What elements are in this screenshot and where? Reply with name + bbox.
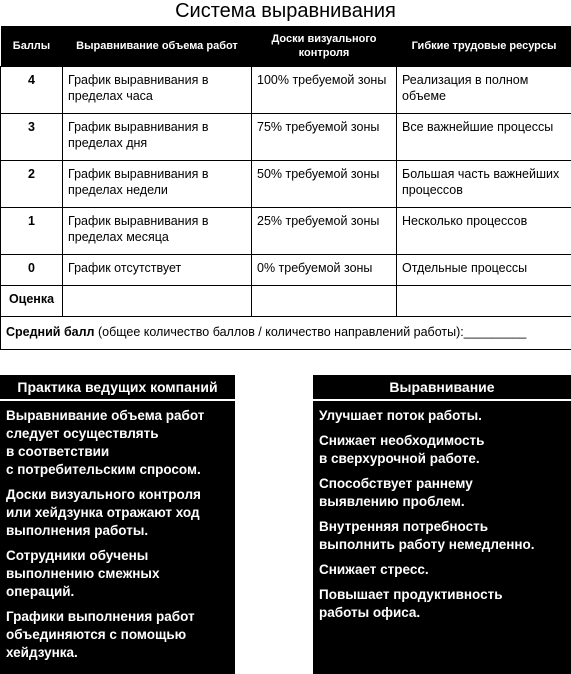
- boards-cell: 75% требуемой зоны: [252, 114, 397, 161]
- benefit-item: Снижает стресс.: [319, 562, 429, 577]
- practice-item: Графики выполнения работ объединяются с помощью хейдзунка.: [6, 609, 195, 660]
- best-practices-title: Практика ведущих компаний: [0, 375, 235, 401]
- practice-item: Выравнивание объема работ следует осуществлять в соответствии с потребительским спросом.: [6, 408, 205, 477]
- boards-cell: 100% требуемой зоны: [252, 67, 397, 114]
- table-header-row: [1, 26, 571, 67]
- rating-row: [1, 286, 571, 317]
- practice-item: Доски визуального контроля или хейдзунка отражают ход выполнения работы.: [6, 487, 201, 538]
- table-row: [1, 255, 571, 286]
- workload-cell: График выравнивания в пределах недели: [63, 161, 252, 208]
- practice-item: Сотрудники обучены выполнению смежных операций.: [6, 548, 160, 599]
- labor-cell: Все важнейшие процессы: [397, 114, 571, 161]
- table-row: [1, 114, 571, 161]
- header-boards: Доски визуального контроля: [252, 26, 397, 67]
- average-label: Средний балл: [6, 325, 95, 339]
- leveling-table: [0, 26, 571, 350]
- header-workload: Выравнивание объема работ: [63, 26, 252, 67]
- rating-label: Оценка: [1, 286, 63, 317]
- labor-cell: Несколько процессов: [397, 208, 571, 255]
- score-cell: 4: [1, 67, 63, 114]
- benefit-item: Повышает продуктивность работы офиса.: [319, 587, 503, 620]
- boards-cell: 25% требуемой зоны: [252, 208, 397, 255]
- page-title: Система выравнивания: [175, 0, 396, 22]
- rating-labor-cell[interactable]: [397, 286, 571, 317]
- table-row: [1, 208, 571, 255]
- score-cell: 0: [1, 255, 63, 286]
- boards-cell: 0% требуемой зоны: [252, 255, 397, 286]
- rating-workload-cell[interactable]: [63, 286, 252, 317]
- labor-cell: Большая часть важнейших процессов: [397, 161, 571, 208]
- average-row: [1, 317, 571, 350]
- benefit-item: Улучшает поток работы.: [319, 408, 482, 423]
- labor-cell: Отдельные процессы: [397, 255, 571, 286]
- labor-cell: Реализация в полном объеме: [397, 67, 571, 114]
- benefit-item: Снижает необходимость в сверхурочной работе.: [319, 433, 485, 466]
- best-practices-panel: [0, 375, 235, 674]
- average-cell: [1, 317, 571, 350]
- benefit-item: Внутренняя потребность выполнить работу немедленно.: [319, 519, 535, 552]
- workload-cell: График выравнивания в пределах месяца: [63, 208, 252, 255]
- workload-cell: График отсутствует: [63, 255, 252, 286]
- table-row: [1, 161, 571, 208]
- table-row: [1, 67, 571, 114]
- workload-cell: График выравнивания в пределах часа: [63, 67, 252, 114]
- score-cell: 2: [1, 161, 63, 208]
- boards-cell: 50% требуемой зоны: [252, 161, 397, 208]
- leveling-benefits-title: Выравнивание: [313, 375, 571, 401]
- workload-cell: График выравнивания в пределах дня: [63, 114, 252, 161]
- benefit-item: Способствует раннему выявлению проблем.: [319, 476, 473, 509]
- header-score: Баллы: [1, 26, 63, 67]
- average-text: (общее количество баллов / количество направлений работы):_________: [94, 325, 527, 339]
- rating-boards-cell[interactable]: [252, 286, 397, 317]
- header-labor: Гибкие трудовые ресурсы: [397, 26, 571, 67]
- leveling-benefits-panel: [313, 375, 571, 674]
- score-cell: 1: [1, 208, 63, 255]
- score-cell: 3: [1, 114, 63, 161]
